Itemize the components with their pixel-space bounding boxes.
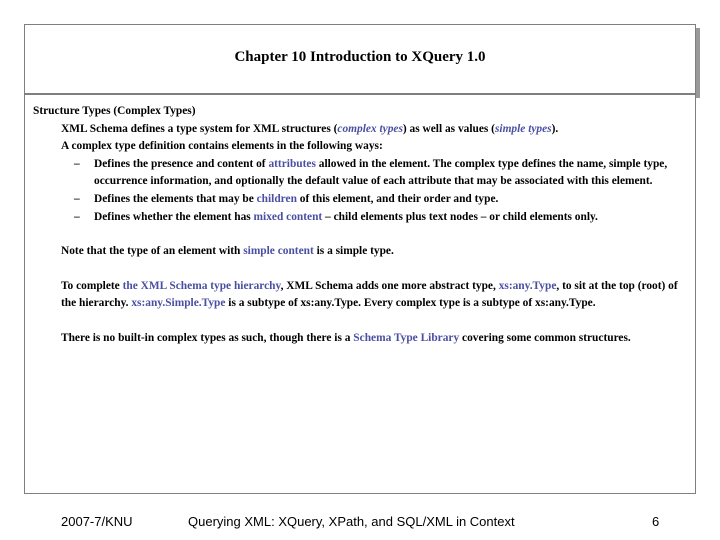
paragraph-type-hierarchy	[33, 278, 685, 313]
bullet-attributes	[33, 156, 685, 191]
text-run: Defines the elements that may be	[94, 192, 257, 205]
dash-marker: –	[74, 210, 80, 223]
text-run: , to sit at the top (root) of the hierarchy.	[61, 279, 678, 310]
text-run: is a simple type.	[313, 245, 394, 258]
text-run: – child elements plus text nodes – or child elements only.	[322, 210, 598, 223]
title-box	[24, 24, 696, 94]
slide-title: Chapter 10 Introduction to XQuery 1.0	[234, 49, 486, 65]
text-run: Note that the type of an element with	[61, 245, 244, 258]
dash-marker: –	[74, 157, 80, 170]
text-run: allowed in the element. The complex type defines the name, simple type, occurrence information, and optionally the default value of each attribute that may be associated with this element.	[94, 157, 668, 188]
footer-date: 2007-7/KNU	[61, 514, 133, 529]
term-complex-types: complex types	[337, 122, 403, 135]
text-run: of this element, and their order and type.	[296, 192, 499, 205]
term-schema-type-library: Schema Type Library	[353, 331, 460, 344]
content-box	[24, 94, 696, 494]
term-mixed-content: mixed content	[253, 210, 323, 223]
text-run: Defines whether the element has	[94, 210, 254, 223]
spacer	[33, 313, 685, 330]
text-run: , XML Schema adds one more abstract type,	[280, 279, 499, 292]
bullet-mixed-content	[33, 209, 685, 227]
term-anysimpletype: xs:any.Simple.Type	[131, 297, 226, 310]
term-children: children	[256, 192, 297, 205]
term-anytype: xs:any.Type	[498, 279, 557, 292]
text-run: ) as well as values (	[402, 122, 495, 135]
text-run: ).	[551, 122, 559, 135]
paragraph-definition: A complex type definition contains elements in the following ways:	[61, 140, 383, 153]
text-run: To complete	[61, 279, 123, 292]
bullet-children	[33, 191, 685, 209]
paragraph-simple-content	[33, 243, 685, 261]
term-simple-types: simple types	[494, 122, 552, 135]
footer-title: Querying XML: XQuery, XPath, and SQL/XML in Context	[188, 514, 515, 529]
paragraph-type-library	[33, 330, 685, 348]
page-number: 6	[652, 514, 660, 529]
term-type-hierarchy: the XML Schema type hierarchy	[122, 279, 281, 292]
dash-marker: –	[74, 192, 80, 205]
spacer	[33, 261, 685, 278]
slide-content	[33, 103, 685, 348]
term-simple-content: simple content	[243, 245, 314, 258]
paragraph-type-system	[33, 121, 685, 139]
text-run: covering some common structures.	[459, 331, 631, 344]
section-heading: Structure Types (Complex Types)	[33, 105, 196, 117]
spacer	[33, 226, 685, 243]
term-attributes: attributes	[268, 157, 316, 170]
text-run: XML Schema defines a type system for XML structures (	[61, 122, 338, 135]
text-run: is a subtype of xs:any.Type. Every complex type is a subtype of xs:any.Type.	[225, 297, 596, 310]
text-run: Defines the presence and content of	[94, 157, 269, 170]
text-run: There is no built-in complex types as such, though there is a	[61, 331, 354, 344]
